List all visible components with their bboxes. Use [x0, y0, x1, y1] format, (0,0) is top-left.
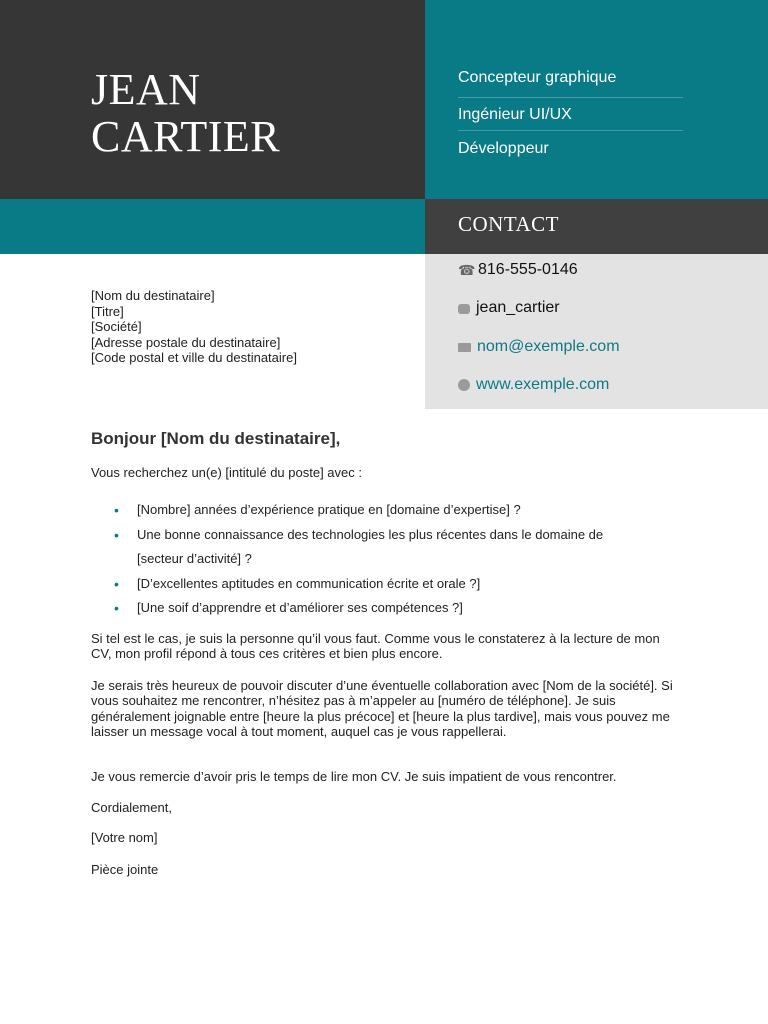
email-row [458, 336, 620, 358]
phone-number[interactable]: 816-555-0146 [478, 261, 578, 278]
list-item: • [Nombre] années d’expérience pratique en [domaine d’expertise] ? [91, 498, 676, 523]
contact-title: CONTACT [458, 212, 559, 236]
last-name: CARTIER [91, 112, 281, 161]
recipient-address [91, 288, 297, 366]
closing: Cordialement, [91, 800, 172, 815]
role-2: Ingénieur UI/UX [458, 106, 572, 123]
role-1: Concepteur graphique [458, 69, 617, 86]
recipient-line: [Code postal et ville du destinataire] [91, 350, 297, 365]
list-item: • [D’excellentes aptitudes en communication écrite et orale ?] [91, 572, 676, 597]
list-item-continuation: [secteur d’activité] ? [137, 551, 252, 566]
first-name: JEAN [91, 65, 201, 114]
email-link[interactable]: nom@exemple.com [477, 338, 620, 355]
website-link[interactable]: www.exemple.com [476, 376, 610, 393]
paragraph-2: Je serais très heureux de pouvoir discuter d’une éventuelle collaboration avec [Nom de la société]. Si vous souhaitez me rencontrer, n’hésitez pas à m’appeler au [numéro de téléphone]. Je suis généralement joignable entre [heure la plus précoce] et [heure la plus tardive], mais vous pouvez me laisser un message vocal à tout moment, auquel cas je vous rappellerai. [91, 678, 673, 739]
paragraph-1: Si tel est le cas, je suis la personne qu’il vous faut. Comme vous le constaterez à la lecture de mon CV, mon profil répond à tous ces critères et bien plus encore. [91, 631, 660, 662]
website-row [458, 374, 609, 396]
requirements-list [91, 498, 676, 621]
recipient-line: [Société] [91, 319, 142, 334]
intro-paragraph: Vous recherchez un(e) [intitulé du poste] avec : [91, 465, 362, 480]
contact-header [425, 199, 768, 254]
recipient-line: [Nom du destinataire] [91, 288, 215, 303]
role-3: Développeur [458, 140, 549, 157]
roles-panel [425, 0, 768, 199]
list-item: • [Une soif d’apprendre et d’améliorer ses compétences ?] [91, 596, 676, 621]
phone-icon: ☎ [458, 261, 476, 278]
attachment-note: Pièce jointe [91, 862, 159, 877]
contact-panel [425, 254, 768, 409]
social-handle[interactable]: jean_cartier [476, 299, 560, 316]
divider [458, 97, 683, 98]
handle-row [458, 297, 560, 319]
recipient-line: [Adresse postale du destinataire] [91, 334, 281, 350]
greeting: Bonjour [Nom du destinataire], [91, 429, 341, 448]
name-header [0, 0, 425, 199]
email-icon [458, 343, 471, 352]
divider [458, 130, 683, 131]
paragraph-3: Je vous remercie d’avoir pris le temps de lire mon CV. Je suis impatient de vous rencontrer. [91, 769, 617, 784]
chat-icon [458, 304, 470, 314]
phone-row [458, 259, 578, 281]
signature: [Votre nom] [91, 830, 158, 845]
recipient-line: [Titre] [91, 303, 124, 319]
list-item: • Une bonne connaissance des technologies les plus récentes dans le domaine de [91, 523, 676, 548]
accent-strip [0, 199, 425, 254]
globe-icon [458, 379, 470, 391]
